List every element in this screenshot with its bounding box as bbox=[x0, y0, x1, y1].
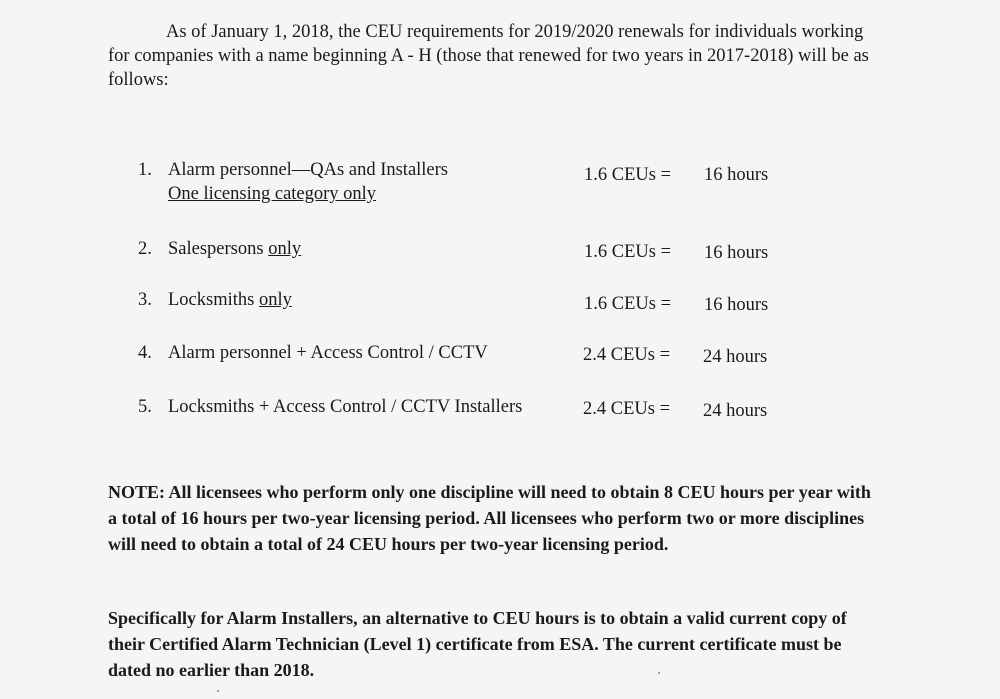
requirement-label bbox=[168, 158, 448, 182]
intro-paragraph: As of January 1, 2018, the CEU requirements for 2019/2020 renewals for individuals working for companies with a name beginning A - H (those that renewed for two years in 2017-2018) will be as follows: bbox=[108, 22, 869, 90]
requirement-number: 3. bbox=[138, 290, 152, 310]
requirement-label-emphasis: only bbox=[258, 290, 292, 310]
requirement-hours: 24 hours bbox=[703, 347, 768, 367]
requirement-label-text: Salespersons bbox=[168, 239, 269, 259]
requirement-label-emphasis: only bbox=[268, 239, 302, 259]
scan-speck bbox=[658, 672, 660, 674]
requirement-label bbox=[168, 395, 522, 419]
requirement-number: 1. bbox=[138, 160, 152, 180]
requirement-label bbox=[168, 237, 301, 261]
requirement-sublabel: One licensing category only bbox=[168, 184, 377, 204]
requirement-ceus: 2.4 CEUs = bbox=[583, 345, 671, 365]
requirement-label-text: Alarm personnel + Access Control / CCTV bbox=[168, 343, 488, 363]
requirement-ceus: 1.6 CEUs = bbox=[584, 165, 672, 185]
alarm-installers-note: Specifically for Alarm Installers, an alternative to CEU hours is to obtain a valid current copy of their Certified Alarm Technician (Level 1) certificate from ESA. The current certificate must be dated no earlier than 2018. bbox=[108, 608, 847, 680]
requirement-hours: 16 hours bbox=[704, 243, 769, 263]
discipline-note: NOTE: All licensees who perform only one discipline will need to obtain 8 CEU hours per year with a total of 16 hours per two-year licensing period. All licensees who perform two or more disciplines will need to obtain a total of 24 CEU hours per two-year licensing period. bbox=[108, 482, 871, 554]
requirement-label bbox=[168, 288, 292, 312]
requirement-hours: 16 hours bbox=[704, 295, 769, 315]
requirement-ceus: 1.6 CEUs = bbox=[584, 242, 672, 262]
requirement-label-text: Locksmiths + Access Control / CCTV Installers bbox=[168, 397, 523, 417]
requirement-hours: 16 hours bbox=[704, 165, 769, 185]
requirement-label-text: Alarm personnel—QAs and Installers bbox=[168, 160, 449, 180]
requirement-label-text: Locksmiths bbox=[168, 290, 259, 310]
requirement-number: 2. bbox=[138, 239, 152, 259]
requirement-ceus: 1.6 CEUs = bbox=[584, 294, 672, 314]
requirement-hours: 24 hours bbox=[703, 401, 768, 421]
requirement-number: 4. bbox=[138, 343, 152, 363]
requirement-number: 5. bbox=[138, 397, 152, 417]
scan-speck bbox=[217, 690, 219, 692]
requirement-ceus: 2.4 CEUs = bbox=[583, 399, 671, 419]
requirement-label bbox=[168, 341, 488, 365]
